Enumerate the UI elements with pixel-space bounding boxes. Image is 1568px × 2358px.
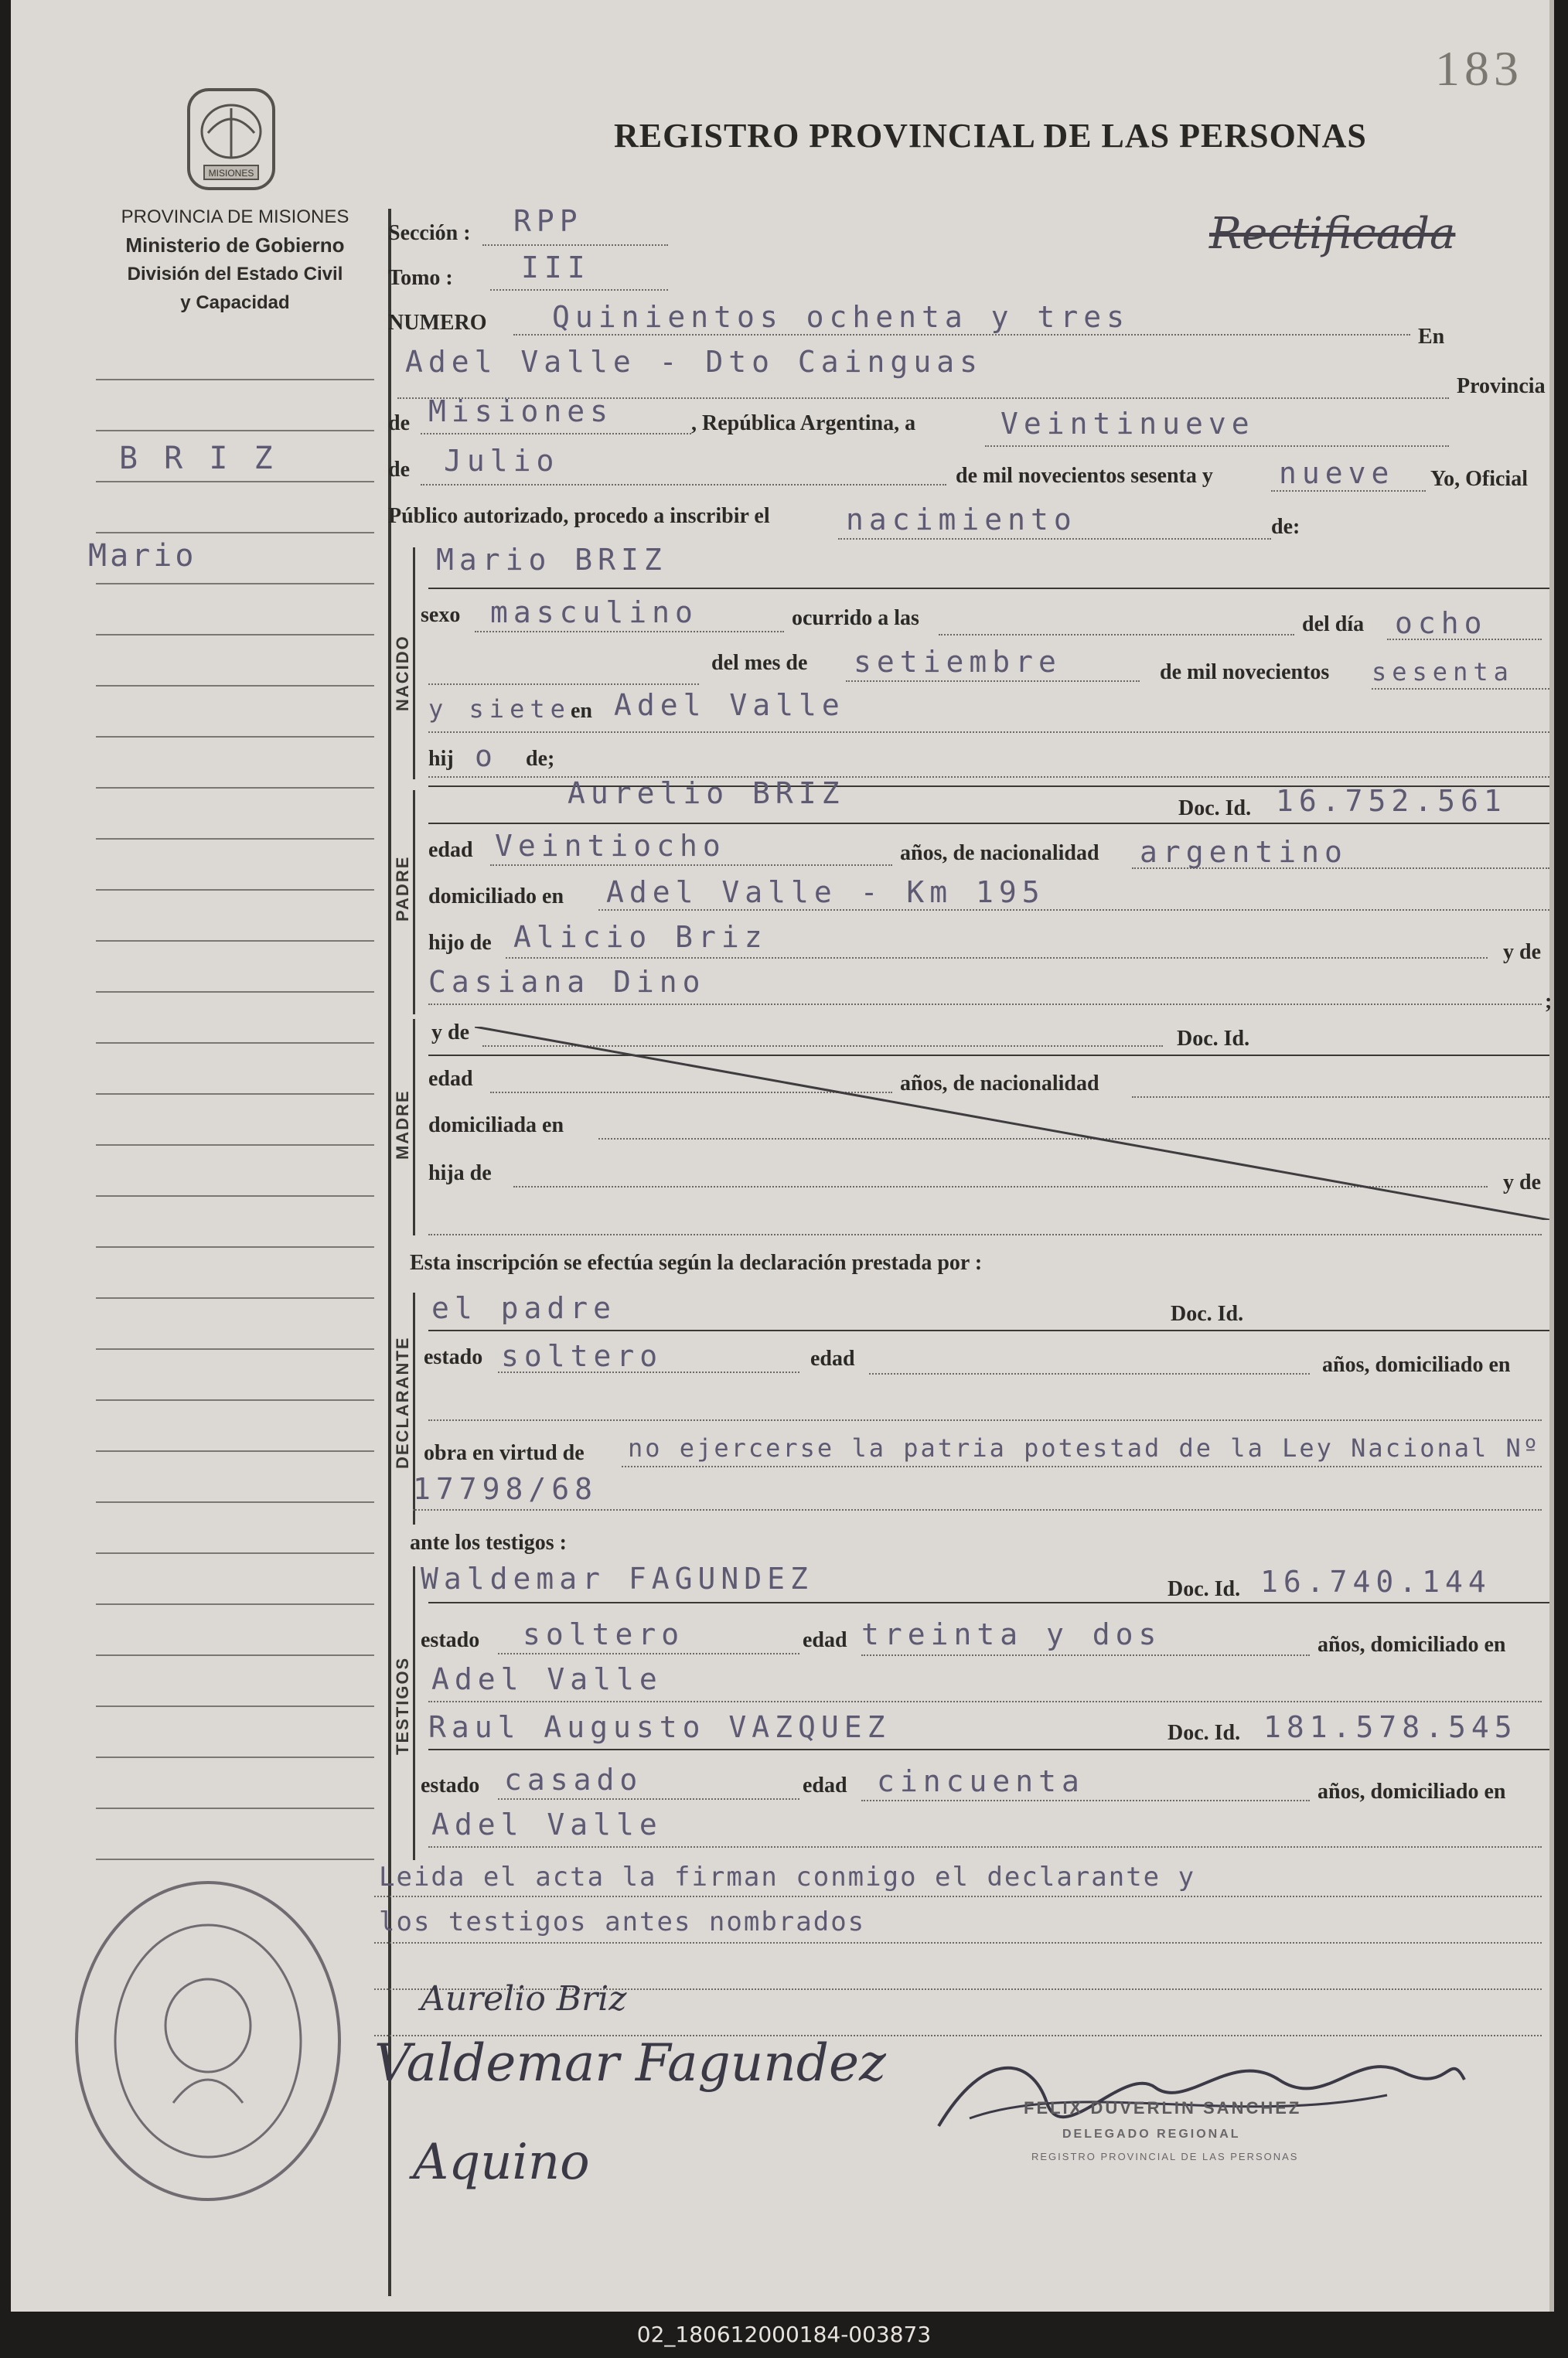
division-name: División del Estado Civil [127, 264, 343, 285]
mes-value: Julio [444, 444, 560, 478]
declarante-edad-label: edad [810, 1347, 855, 1371]
crest-label: MISIONES [208, 168, 254, 179]
declaracion-label: Esta inscripción se efectúa según la declaración prestada por : [410, 1251, 983, 1275]
document-page [11, 0, 1554, 2312]
mil-nacido-label: de mil novecientos [1160, 660, 1330, 684]
oficial-stamp-title: DELEGADO REGIONAL [1062, 2128, 1241, 2141]
division-name-2: y Capacidad [180, 292, 290, 313]
testigo1-nombre: Waldemar FAGUNDEZ [421, 1562, 813, 1596]
image-caption: 02_180612000184-003873 [636, 2322, 932, 2347]
padre-section-label: PADRE [393, 855, 412, 922]
testigo1-domicilio: Adel Valle [431, 1662, 663, 1696]
seccion-label: Sección : [388, 221, 471, 245]
padre-edad: Veintiocho [495, 829, 726, 863]
tomo-label: Tomo : [388, 266, 453, 290]
province-name: PROVINCIA DE MISIONES [121, 206, 349, 227]
anio-value: nueve [1279, 456, 1395, 490]
declarante-anios-label: años, domiciliado en [1322, 1353, 1511, 1377]
rectification-note: Rectificada [1209, 209, 1456, 259]
padre-semicolon: ; [1545, 990, 1553, 1014]
nacido-section-label: NACIDO [393, 635, 412, 711]
numero-label: NUMERO [388, 311, 487, 335]
provincia-value: Misiones [428, 394, 614, 428]
testigo2-estado: casado [504, 1763, 643, 1797]
hij-suffix: o [475, 739, 498, 773]
sexo-value: masculino [490, 595, 698, 629]
declarante-estado: soltero [501, 1339, 663, 1373]
yo-oficial-label: Yo, Oficial [1430, 467, 1528, 491]
nacido-anio-b: y siete [428, 694, 571, 724]
testigo2-doc: 181.578.545 [1263, 1710, 1518, 1744]
testigo2-estado-label: estado [421, 1774, 480, 1797]
del-dia-label: del día [1302, 612, 1365, 636]
de-label: de [388, 411, 410, 435]
acto-value: nacimiento [846, 503, 1077, 537]
numero-value: Quinientos ochenta y tres [552, 300, 1130, 334]
provincia-label: Provincia [1457, 374, 1546, 398]
testigos-section-label: TESTIGOS [393, 1656, 412, 1755]
oficial-stamp-name: FELIX DUVERLIN SANCHEZ [1024, 2098, 1302, 2118]
sidebar-surname: B R I Z [119, 441, 277, 476]
padre-padre-de: Alicio Briz [513, 920, 768, 954]
padre-madre-de: Casiana Dino [428, 965, 706, 999]
padre-nacionalidad: argentino [1140, 835, 1348, 869]
padre-doc: 16.752.561 [1276, 784, 1507, 818]
ley-value: 17798/68 [413, 1472, 598, 1506]
madre-edad-label: edad [428, 1067, 473, 1091]
provincial-crest-icon [181, 85, 281, 193]
testigo1-edad: treinta y dos [861, 1617, 1162, 1651]
padre-doc-label: Doc. Id. [1178, 796, 1252, 820]
madre-y-de-end-label: y de [1503, 1170, 1541, 1194]
madre-hija-de-label: hija de [428, 1161, 492, 1185]
nacido-en-label: en [571, 699, 592, 723]
nacido-lugar: Adel Valle [614, 688, 845, 722]
de-colon-label: de: [1271, 515, 1300, 539]
nacido-nombre: Mario BRIZ [436, 543, 667, 577]
hij-de-label: de; [526, 747, 555, 771]
signature-testigo-2: Aquino [413, 2134, 590, 2191]
nacido-dia: ocho [1395, 606, 1488, 640]
testigo1-doc: 16.740.144 [1260, 1565, 1491, 1599]
testigo1-estado: soltero [523, 1617, 685, 1651]
publico-label: Público autorizado, procedo a inscribir el [388, 504, 770, 528]
closing-line-1: Leida el acta la firman conmigo el declarante y [379, 1862, 1196, 1893]
testigo2-domicilio: Adel Valle [431, 1808, 663, 1842]
mil-label: de mil novecientos sesenta y [956, 464, 1213, 488]
sexo-label: sexo [421, 603, 461, 627]
del-mes-label: del mes de [711, 651, 808, 675]
declarante-nombre: el padre [431, 1291, 617, 1325]
madre-y-de-label: y de [431, 1021, 469, 1044]
tomo-value: III [521, 250, 591, 285]
madre-doc-label: Doc. Id. [1177, 1027, 1250, 1051]
signature-declarante: Aurelio Briz [421, 1979, 627, 2019]
declarante-doc-label: Doc. Id. [1171, 1302, 1244, 1326]
seccion-value: RPP [513, 204, 583, 238]
official-seal-icon [65, 1871, 351, 2211]
ocurrido-label: ocurrido a las [792, 606, 919, 630]
testigo1-edad-label: edad [803, 1628, 847, 1652]
testigo1-estado-label: estado [421, 1628, 480, 1652]
lugar-value: Adel Valle - Dto Cainguas [405, 345, 983, 379]
oficial-stamp-org: REGISTRO PROVINCIAL DE LAS PERSONAS [1031, 2151, 1299, 2162]
obra-label: obra en virtud de [424, 1441, 585, 1465]
padre-hijo-de-label: hijo de [428, 931, 492, 955]
testigo1-anios-label: años, domiciliado en [1317, 1633, 1506, 1657]
testigo2-edad: cincuenta [877, 1764, 1085, 1798]
testigo1-doc-label: Doc. Id. [1167, 1577, 1241, 1601]
dia-value: Veintinueve [1000, 407, 1255, 441]
madre-anios-label: años, de nacionalidad [900, 1072, 1099, 1096]
sidebar-given-name: Mario [88, 538, 197, 574]
testigo2-doc-label: Doc. Id. [1167, 1721, 1241, 1745]
page-number: 183 [1435, 41, 1523, 96]
testigo2-edad-label: edad [803, 1774, 847, 1797]
ministry-name: Ministerio de Gobierno [125, 233, 345, 257]
madre-strikethrough [475, 1027, 1549, 1220]
signature-testigo-1: Valdemar Fagundez [374, 2033, 886, 2093]
padre-nombre: Aurelio BRIZ [568, 776, 845, 810]
declarante-estado-label: estado [424, 1345, 483, 1369]
hij-label: hij [428, 747, 454, 771]
padre-domicilio-label: domiciliado en [428, 884, 564, 908]
padre-edad-label: edad [428, 838, 473, 862]
de-label-2: de [388, 458, 410, 482]
ante-testigos-label: ante los testigos : [410, 1531, 567, 1555]
nacido-mes: setiembre [854, 645, 1062, 679]
declarante-section-label: DECLARANTE [393, 1336, 412, 1469]
testigo2-nombre: Raul Augusto VAZQUEZ [428, 1710, 891, 1744]
republica-label: , República Argentina, a [691, 411, 916, 435]
madre-section-label: MADRE [393, 1089, 412, 1160]
document-title: REGISTRO PROVINCIAL DE LAS PERSONAS [614, 117, 1367, 155]
padre-y-de-label: y de [1503, 940, 1541, 964]
nacido-anio-a: sesenta [1372, 657, 1514, 687]
obra-value: no ejercerse la patria potestad de la Ley Nacional Nº [628, 1433, 1541, 1463]
padre-anios-label: años, de nacionalidad [900, 841, 1099, 865]
madre-domicilio-label: domiciliada en [428, 1113, 564, 1137]
closing-line-2: los testigos antes nombrados [379, 1907, 866, 1937]
issuer-header [88, 203, 382, 317]
en-label: En [1418, 325, 1445, 349]
testigo2-anios-label: años, domiciliado en [1317, 1780, 1506, 1804]
padre-domicilio: Adel Valle - Km 195 [606, 875, 1045, 909]
